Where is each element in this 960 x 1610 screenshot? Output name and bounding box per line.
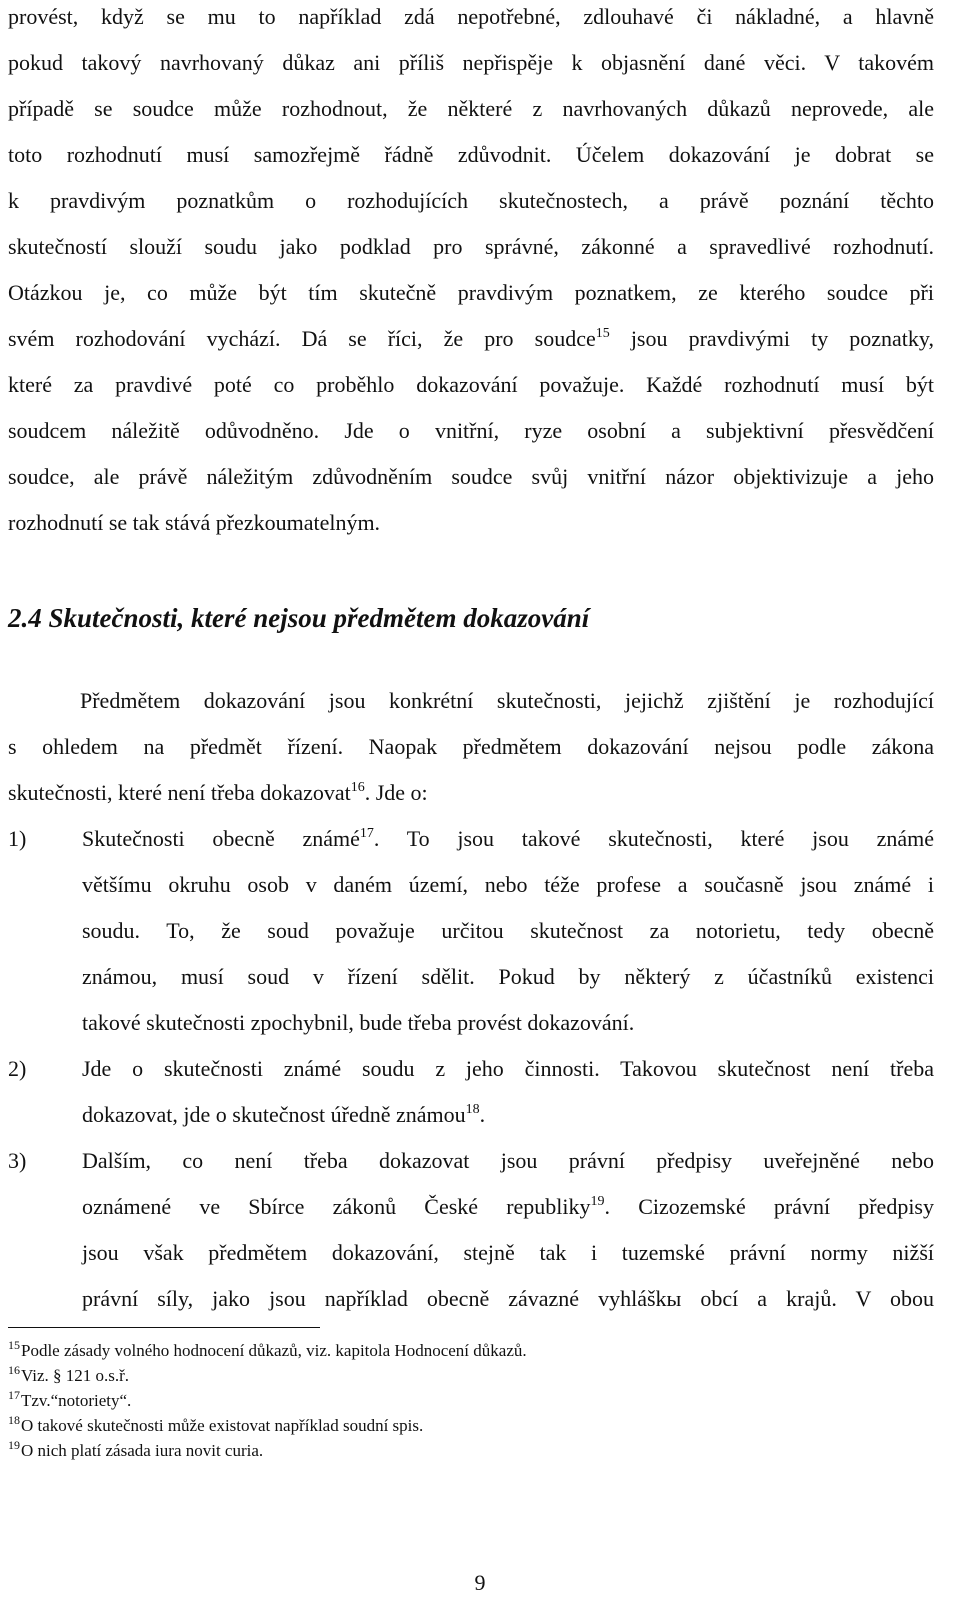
body-line: Otázkou je, co může být tím skutečně pravdivým poznatkem, ze kterého soudce při <box>8 280 934 305</box>
footnote-number: 19 <box>8 1438 20 1452</box>
body-line: provést, když se mu to například zdá nepotřebné, zdlouhavé či nákladné, a hlavně <box>8 4 934 29</box>
footnote <box>8 1339 908 1363</box>
list-item-line <box>82 1100 934 1130</box>
footnote-ref: 19 <box>590 1194 605 1209</box>
body-line-text: dokazovat, jde o skutečnost úředně známou <box>82 1102 466 1127</box>
footnote-number: 17 <box>8 1388 20 1402</box>
list-item-line: právní síly, jako jsou například obecně závazné vyhláškы obcí a krajů. V obou <box>82 1286 934 1311</box>
body-line-text: svém rozhodování vychází. Dá se říci, že pro soudce <box>8 326 596 351</box>
section-paragraph-line: Předmětem dokazování jsou konkrétní skutečnosti, jejichž zjištění je rozhodující <box>80 688 934 713</box>
body-line: skutečností slouží soudu jako podklad pro správné, zákonné a spravedlivé rozhodnutí. <box>8 234 934 259</box>
footnote-number: 18 <box>8 1413 20 1427</box>
body-line: pokud takový navrhovaný důkaz ani příliš nepřispěje k objasnění dané věci. V takovém <box>8 50 934 75</box>
footnote-ref: 15 <box>595 326 610 341</box>
footnote <box>8 1439 908 1463</box>
footnote-number: 15 <box>8 1338 20 1352</box>
list-number: 1) <box>8 826 27 851</box>
body-line <box>8 324 934 354</box>
list-number: 2) <box>8 1056 27 1081</box>
footnote <box>8 1389 908 1413</box>
footnote-separator <box>8 1327 320 1328</box>
body-line-text: Skutečnosti obecně známé <box>82 826 360 851</box>
page-number: 9 <box>474 1570 486 1595</box>
body-line-text: . To jsou takové skutečnosti, které jsou známé <box>373 826 934 851</box>
body-line-text: oznámené ve Sbírce zákonů České republiky <box>82 1194 591 1219</box>
footnote <box>8 1414 908 1438</box>
footnote-ref: 16 <box>350 780 365 795</box>
body-line-text: . Jde o: <box>364 780 428 805</box>
footnote-number: 16 <box>8 1363 20 1377</box>
list-item-line: Dalším, co není třeba dokazovat jsou právní předpisy uveřejněné nebo <box>82 1148 934 1173</box>
list-item-line: soudu. To, že soud považuje určitou skutečnost za notorietu, tedy obecně <box>82 918 934 943</box>
body-line-text: . <box>479 1102 486 1127</box>
footnote-ref: 17 <box>359 826 374 841</box>
footnote-text: Podle zásady volného hodnocení důkazů, viz. kapitola Hodnocení důkazů. <box>21 1341 527 1360</box>
footnote-text: Tzv.“notoriety“. <box>21 1391 132 1410</box>
body-line: soudcem náležitě odůvodněno. Jde o vnitřní, ryze osobní a subjektivní přesvědčení <box>8 418 934 443</box>
list-item-line <box>82 1192 934 1222</box>
list-item-line: jsou však předmětem dokazování, stejně tak i tuzemské právní normy nižší <box>82 1240 934 1265</box>
body-line-text: jsou pravdivými ty poznatky, <box>609 326 934 351</box>
footnote-ref: 18 <box>465 1102 480 1117</box>
section-paragraph-line: s ohledem na předmět řízení. Naopak předmětem dokazování nejsou podle zákona <box>8 734 934 759</box>
body-line: soudce, ale právě náležitým zdůvodněním soudce svůj vnitřní názor objektivizuje a jeho <box>8 464 934 489</box>
list-item-line: většímu okruhu osob v daném území, nebo téže profese a současně jsou známé i <box>82 872 934 897</box>
section-heading: 2.4 Skutečnosti, které nejsou předmětem dokazování <box>8 603 590 633</box>
footnote-text: O nich platí zásada iura novit curia. <box>21 1441 264 1460</box>
body-line-text: . Cizozemské právní předpisy <box>604 1194 934 1219</box>
footnote-text: Viz. § 121 o.s.ř. <box>21 1366 130 1385</box>
list-item-line: známou, musí soud v řízení sdělit. Pokud by některý z účastníků existenci <box>82 964 934 989</box>
footnote <box>8 1364 908 1388</box>
body-line: které za pravdivé poté co proběhlo dokazování považuje. Každé rozhodnutí musí být <box>8 372 934 397</box>
section-paragraph-line <box>8 778 934 808</box>
list-item-line: takové skutečnosti zpochybnil, bude třeba provést dokazování. <box>82 1010 635 1035</box>
body-line: rozhodnutí se tak stává přezkoumatelným. <box>8 510 381 535</box>
body-line: toto rozhodnutí musí samozřejmě řádně zdůvodnit. Účelem dokazování je dobrat se <box>8 142 934 167</box>
list-number: 3) <box>8 1148 27 1173</box>
footnote-text: O takové skutečnosti může existovat například soudní spis. <box>21 1416 424 1435</box>
body-line: případě se soudce může rozhodnout, že některé z navrhovaných důkazů neprovede, ale <box>8 96 934 121</box>
list-item-line <box>82 824 934 854</box>
list-item-line: Jde o skutečnosti známé soudu z jeho činnosti. Takovou skutečnost není třeba <box>82 1056 934 1081</box>
body-line: k pravdivým poznatkům o rozhodujících skutečnostech, a právě poznání těchto <box>8 188 934 213</box>
body-line-text: skutečnosti, které není třeba dokazovat <box>8 780 351 805</box>
